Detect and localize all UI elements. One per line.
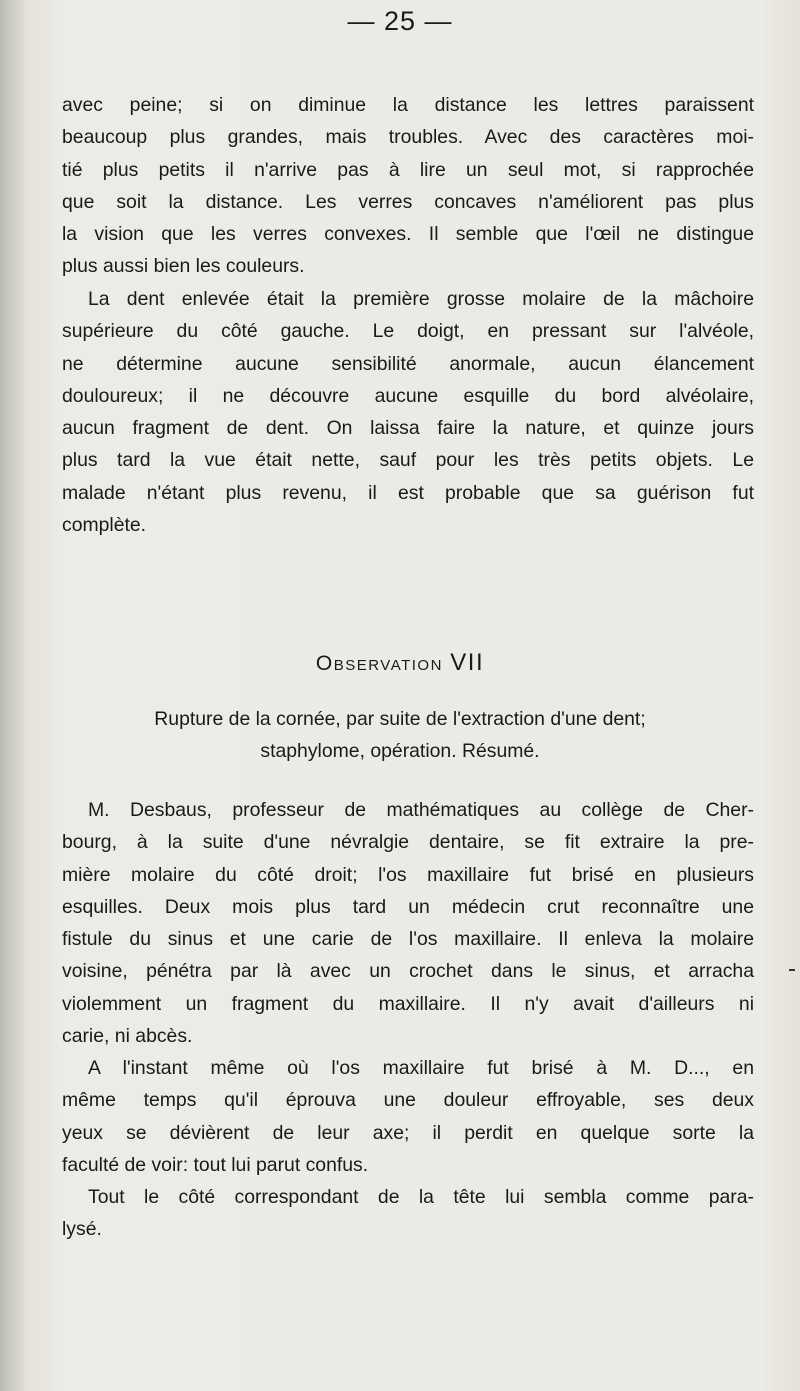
page-gutter-shadow — [0, 0, 26, 1391]
text-line: supérieure du côté gauche. Le doigt, en pressant sur l'alvéole, — [62, 320, 754, 343]
margin-dash-mark — [789, 969, 795, 971]
text-line: esquilles. Deux mois plus tard un médecin crut reconnaître une — [62, 895, 754, 918]
text-line: avec peine; si on diminue la distance les lettres paraissent — [62, 94, 754, 116]
paragraph-desbaus-case — [62, 794, 754, 1052]
text-line: plus aussi bien les couleurs. — [62, 255, 305, 278]
text-line: malade n'étant plus revenu, il est probable que sa guérison fut — [62, 481, 754, 504]
text-line: A l'instant même où l'os maxillaire fut brisé à M. D..., en — [88, 1057, 754, 1079]
paragraph-continuation — [62, 89, 754, 283]
text-line: yeux se dévièrent de leur axe; il perdit en quelque sorte la — [62, 1121, 754, 1144]
observation-heading-number: VII — [450, 649, 485, 676]
text-line: fistule du sinus et une carie de l'os maxillaire. Il enleva la molaire — [62, 928, 754, 951]
summary-line: Rupture de la cornée, par suite de l'extraction d'une dent; — [154, 708, 646, 730]
text-line: bourg, à la suite d'une névralgie dentaire, se fit extraire la pre- — [62, 831, 754, 854]
text-line: carie, ni abcès. — [62, 1025, 193, 1048]
text-line: lysé. — [62, 1218, 102, 1241]
observation-summary — [0, 703, 800, 767]
text-line: La dent enlevée était la première grosse molaire de la mâchoire — [88, 288, 754, 310]
text-line: faculté de voir: tout lui parut confus. — [62, 1153, 369, 1176]
text-line: mière molaire du côté droit; l'os maxillaire fut brisé en plusieurs — [62, 863, 754, 886]
text-line: douloureux; il ne découvre aucune esquille du bord alvéolaire, — [62, 384, 754, 407]
text-line: M. Desbaus, professeur de mathématiques au collège de Cher- — [88, 799, 754, 821]
summary-line: staphylome, opération. Résumé. — [260, 740, 540, 762]
text-line: Tout le côté correspondant de la tête lui sembla comme para- — [88, 1186, 754, 1208]
page-number: — 25 — — [347, 6, 453, 36]
observation-heading — [0, 649, 800, 677]
text-line: la vision que les verres convexes. Il semble que l'œil ne distingue — [62, 223, 754, 246]
paragraph-fracture-moment — [62, 1052, 754, 1181]
text-line: violemment un fragment du maxillaire. Il n'y avait d'ailleurs ni — [62, 992, 754, 1015]
text-line: complète. — [62, 514, 147, 537]
paragraph-extracted-tooth — [62, 283, 754, 541]
text-line: ne détermine aucune sensibilité anormale, aucun élancement — [62, 352, 754, 375]
observation-heading-word: Observation — [315, 652, 443, 675]
text-line: voisine, pénétra par là avec un crochet dans le sinus, et arracha — [62, 960, 754, 983]
text-line: même temps qu'il éprouva une douleur effroyable, ses deux — [62, 1089, 754, 1112]
text-line: plus tard la vue était nette, sauf pour les très petits objets. Le — [62, 449, 754, 472]
text-line: tié plus petits il n'arrive pas à lire un seul mot, si rapprochée — [62, 158, 754, 181]
text-line: beaucoup plus grandes, mais troubles. Avec des caractères moi- — [62, 126, 754, 149]
text-line: que soit la distance. Les verres concaves n'améliorent pas plus — [62, 190, 754, 213]
text-line: aucun fragment de dent. On laissa faire la nature, et quinze jours — [62, 417, 754, 440]
paragraph-paralysis — [62, 1181, 754, 1246]
